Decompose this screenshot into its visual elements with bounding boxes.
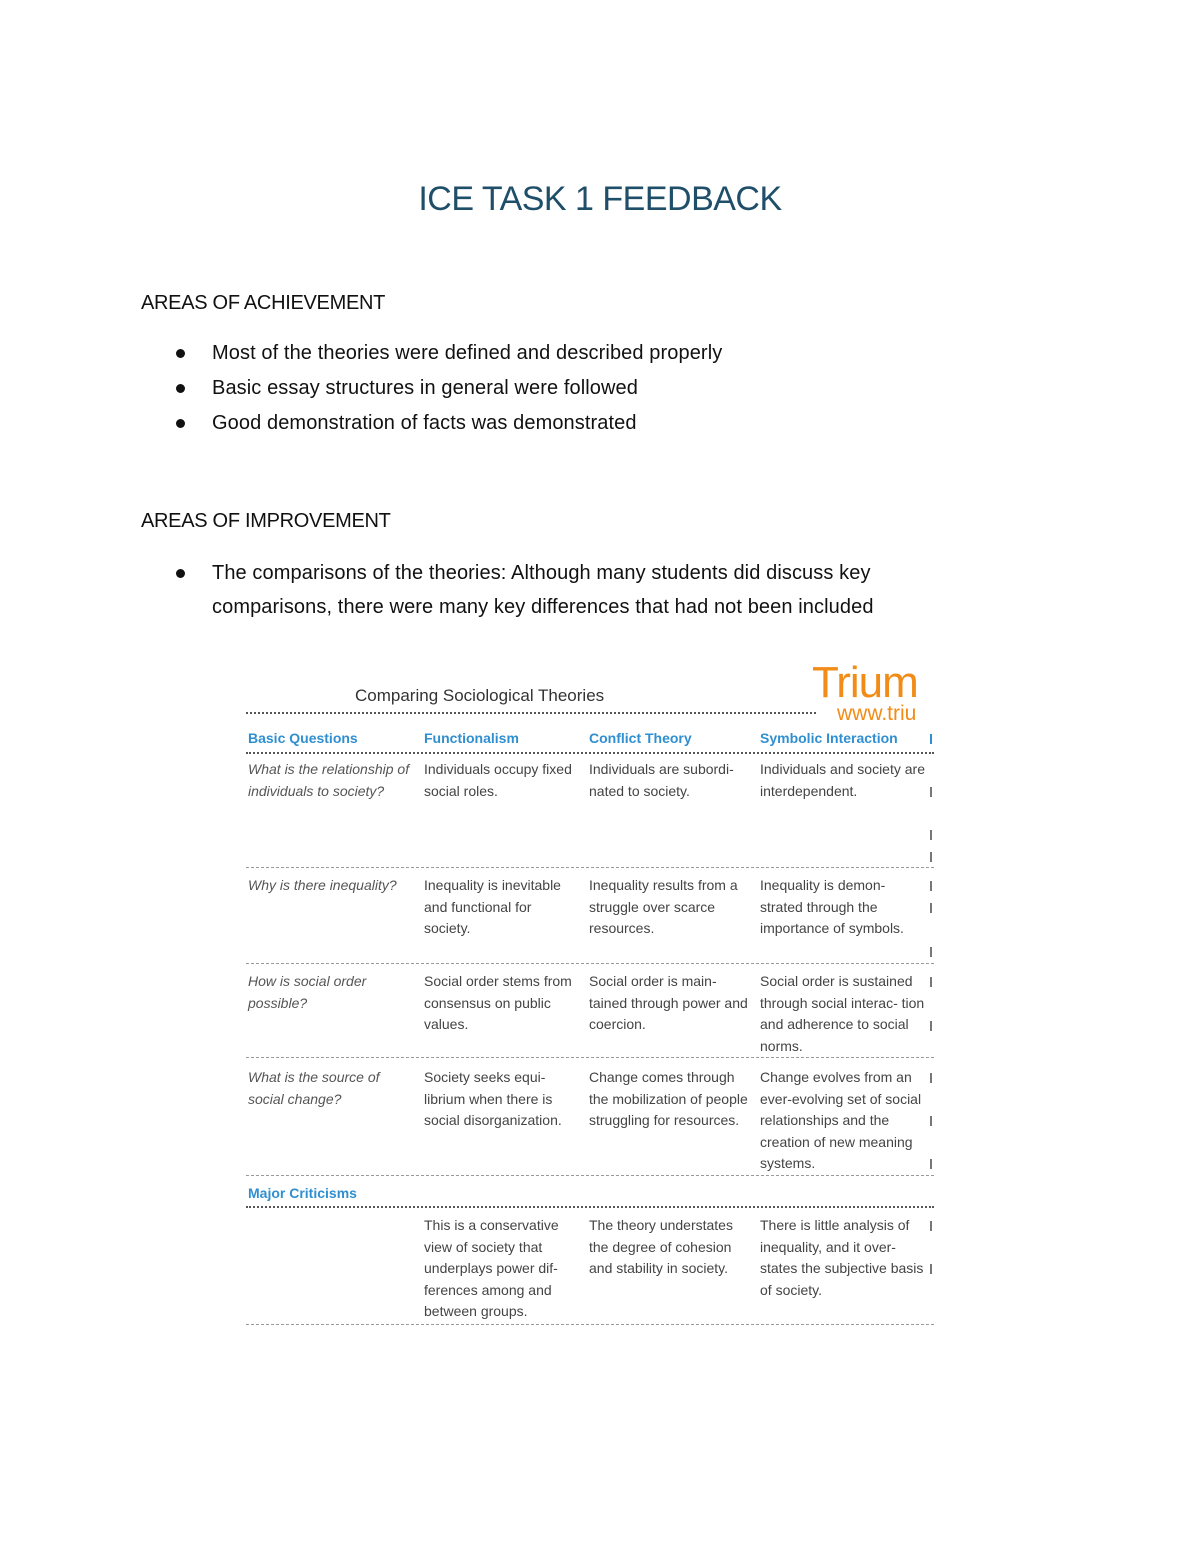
table-cell-functionalism: Individuals occupy fixed social roles. (424, 761, 572, 799)
cropped-column-edge (930, 977, 932, 987)
row-divider (246, 1324, 934, 1325)
page-title: ICE TASK 1 FEEDBACK (418, 180, 782, 218)
table-cell-functionalism: Inequality is inevitable and functional for society. (424, 877, 561, 936)
table-cell-conflict-criticism: The theory understates the degree of cohesion and stability in society. (589, 1217, 733, 1276)
list-item-text: Good demonstration of facts was demonstrated (212, 412, 637, 434)
improvement-heading: AREAS OF IMPROVEMENT (141, 510, 391, 532)
improvement-list (141, 556, 981, 625)
table-cell-symbolic: Inequality is demon- strated through the importance of symbols. (760, 877, 904, 936)
cropped-column-edge (930, 881, 932, 891)
achievement-heading: AREAS OF ACHIEVEMENT (141, 292, 386, 314)
header-symbolic-interaction: Symbolic Interaction (760, 730, 898, 746)
table-cell-functionalism: Social order stems from consensus on public values. (424, 973, 572, 1032)
table-cell-conflict: Individuals are subordi- nated to society. (589, 761, 734, 799)
brand-url: www.triu (837, 702, 917, 725)
divider (246, 712, 816, 714)
cropped-column-edge (930, 947, 932, 957)
list-item-text: Most of the theories were defined and described properly (212, 342, 723, 364)
cropped-column-edge (930, 1116, 932, 1126)
bullet-icon (176, 349, 185, 358)
table-cell-functionalism: Society seeks equi- librium when there is social disorganization. (424, 1069, 562, 1128)
list-item-text: The comparisons of the theories: Although many students did discuss key comparisons, there were many key differences that had not been included (212, 562, 874, 618)
criticisms-heading: Major Criticisms (248, 1185, 357, 1201)
table-cell-symbolic: Individuals and society are interdependent. (760, 761, 925, 799)
achievement-list (141, 336, 1041, 441)
table-cell-question: What is the relationship of individuals to society? (248, 761, 410, 799)
cropped-column-edge (930, 830, 932, 840)
table-cell-symbolic-criticism: There is little analysis of inequality, and it over- states the subjective basis of society. (760, 1217, 924, 1298)
figure-title: Comparing Sociological Theories (355, 686, 605, 705)
row-divider (246, 963, 934, 964)
table-cell-symbolic: Change evolves from an ever-evolving set of social relationships and the creation of new meaning systems. (760, 1069, 922, 1171)
header-conflict-theory: Conflict Theory (589, 730, 692, 746)
table-cell-symbolic: Social order is sustained through social interac- tion and adherence to social norms. (760, 973, 925, 1054)
table-cell-question: Why is there inequality? (248, 877, 397, 893)
row-divider (246, 867, 934, 868)
header-functionalism: Functionalism (424, 730, 519, 746)
brand-logo: Trium (812, 660, 918, 707)
table-cell-conflict: Social order is main- tained through power and coercion. (589, 973, 748, 1032)
cropped-column-edge (930, 1021, 932, 1031)
bullet-icon (176, 419, 185, 428)
table-cell-conflict: Inequality results from a struggle over scarce resources. (589, 877, 738, 936)
divider (246, 1206, 934, 1208)
list-item (141, 406, 1041, 440)
cropped-column-edge (930, 1073, 932, 1083)
bullet-icon (176, 569, 185, 578)
row-divider (246, 1057, 934, 1058)
table-cell-conflict: Change comes through the mobilization of people struggling for resources. (589, 1069, 748, 1128)
row-divider (246, 1175, 934, 1176)
cropped-column-edge (930, 903, 932, 913)
list-item-text: Basic essay structures in general were followed (212, 377, 639, 399)
list-item (141, 336, 1041, 370)
list-item (141, 556, 981, 624)
cropped-column-edge (930, 1221, 932, 1231)
cropped-column-edge (930, 1264, 932, 1274)
table-cell-question: How is social order possible? (248, 973, 367, 1011)
list-item (141, 371, 1041, 405)
divider (246, 752, 934, 754)
cropped-column-edge (930, 852, 932, 862)
cropped-column-edge (930, 1159, 932, 1169)
bullet-icon (176, 384, 185, 393)
cropped-column-edge (930, 734, 932, 744)
table-cell-question: What is the source of social change? (248, 1069, 380, 1107)
cropped-column-edge (930, 787, 932, 797)
table-cell-functionalism-criticism: This is a conservative view of society that underplays power dif- ferences among and between groups. (424, 1217, 559, 1319)
comparison-table-figure (242, 660, 934, 1330)
header-basic-questions: Basic Questions (248, 730, 358, 746)
